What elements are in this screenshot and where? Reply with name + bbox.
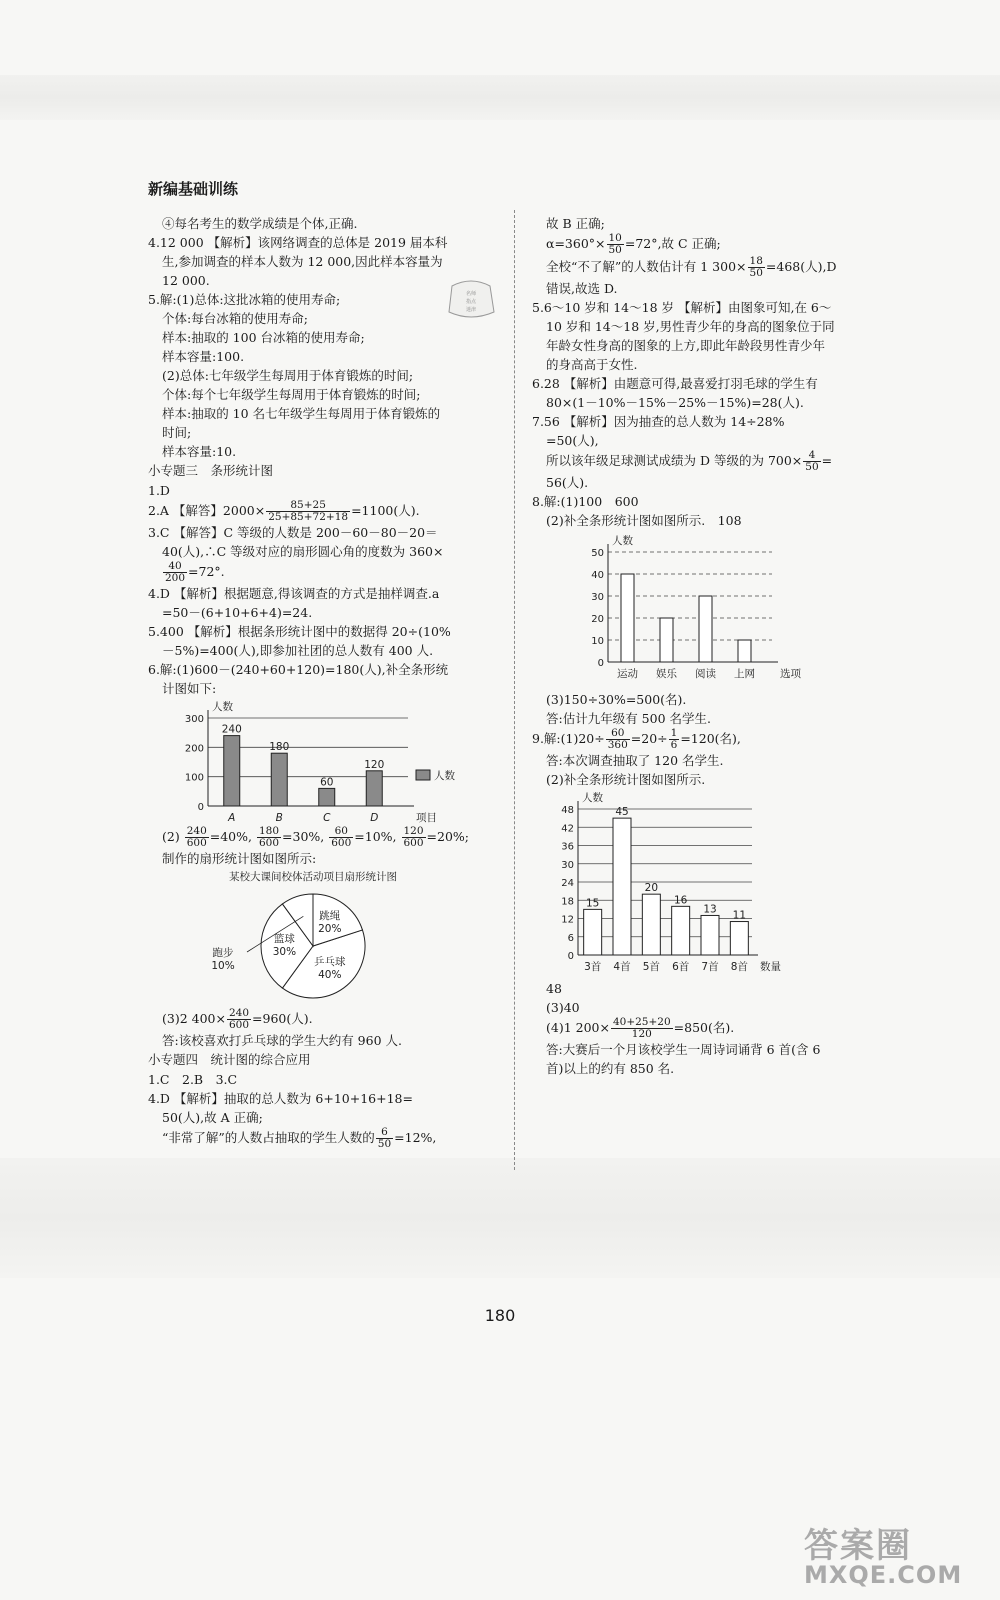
data-label: 240 (221, 723, 242, 736)
q8-r-line-2: (2)补全条形统计图如图所示. 108 (546, 513, 742, 528)
q5-line-3: 样本:抽取的 100 台冰箱的使用寿命; (162, 330, 365, 345)
q4-line-2: 生,参加调查的样本人数为 12 000,因此样本容量为 (162, 254, 443, 269)
bar (672, 906, 690, 955)
x-tick-label: D (370, 812, 379, 824)
x-tick-label: 5首 (642, 961, 660, 973)
r-line-3: 全校“不了解”的人数估计有 1 300× $\frac{18}{50}$ =468(人),D (546, 255, 837, 279)
q5-r-line-2: 10 岁和 14～18 岁,男性青少年的身高的图象位于同 (546, 319, 835, 334)
x-tick-label: B (275, 812, 283, 824)
bar (271, 753, 287, 806)
y-tick-label: 10 (591, 636, 604, 647)
r-line-4: 错误,故选 D. (546, 281, 618, 296)
data-label: 13 (703, 903, 717, 916)
bar-chart-options (532, 530, 802, 690)
q8-part-3: (3)150÷30%=500(名). (546, 692, 687, 707)
y-axis-label: 人数 (212, 701, 233, 713)
x-tick-label: 4首 (613, 961, 631, 973)
page-number: 180 (484, 1306, 516, 1325)
q9-final-1: 答:大赛后一个月该校学生一周诗词诵背 6 首(含 6 (546, 1042, 821, 1057)
legend-swatch (416, 770, 430, 780)
y-tick-label: 12 (561, 914, 574, 926)
svg-text:指点: 指点 (465, 299, 477, 305)
q5-line-7: 样本:抽取的 10 名七年级学生每周用于体育锻炼的 (162, 406, 441, 421)
s4-answer-4-line-3: “非常了解”的人数占抽取的学生人数的 $\frac{6}{50}$ =12%, (162, 1126, 437, 1150)
slice-percent: 20% (318, 922, 342, 935)
answer-line: ④每名考生的数学成绩是个体,正确. (162, 216, 358, 231)
y-tick-label: 36 (561, 841, 574, 853)
s4-answer-4-line-1: 4.D 【解析】抽取的总人数为 6+10+16+18= (148, 1091, 413, 1106)
q9-after-1: 48 (546, 981, 562, 996)
answer-6-line-1: 6.解:(1)600－(240+60+120)=180(人),补全条形统 (148, 662, 449, 677)
x-axis-label: 项目 (416, 812, 437, 824)
bar (701, 915, 719, 955)
bar (642, 894, 660, 955)
answer-5-line-2: －5%)=400(人),即参加社团的总人数有 400 人. (162, 643, 434, 658)
q9-line-1: 9.解:(1)20÷ $\frac{60}{360}$ =20÷ $\frac{1}{6}$ =120(名), (532, 727, 741, 751)
q9-after-2: (3)40 (546, 1000, 580, 1015)
svg-text:名师: 名师 (465, 291, 477, 297)
slice-label: 跳绳 (319, 909, 341, 922)
q5-line-2: 个体:每台冰箱的使用寿命; (162, 311, 308, 326)
slice-percent: 30% (272, 946, 297, 958)
x-tick-label: 8首 (730, 961, 748, 973)
data-label: 20 (644, 882, 659, 895)
y-tick-label: 20 (591, 614, 604, 625)
bar (224, 736, 240, 806)
section-title-3: 小专题三 条形统计图 (148, 463, 274, 478)
x-tick-label: 运动 (617, 668, 638, 680)
slice-label: 乒乓球 (314, 956, 346, 969)
q5-line-1: 5.解:(1)总体:这批冰箱的使用寿命; (148, 292, 341, 307)
answer-3-line-2: 40(人),∴C 等级对应的扇形圆心角的度数为 360× (162, 544, 444, 559)
bar-chart-activities (148, 698, 468, 826)
q9-part-2: (2)补全条形统计图如图所示. (546, 772, 706, 787)
q5-r-line-1: 5.6～10 岁和 14～18 岁 【解析】由图象可知,在 6～ (532, 300, 832, 315)
x-tick-label: 7首 (701, 961, 719, 973)
q9-part-4: (4)1 200× $\frac{40+25+20}{120}$ =850(名). (546, 1016, 735, 1040)
watermark-logo (804, 1518, 962, 1589)
answer-6-line-2: 计图如下: (162, 681, 217, 696)
answer-1: 1.D (148, 483, 170, 498)
y-tick-label: 0 (197, 802, 204, 813)
q7-r-line-1: 7.56 【解析】因为抽查的总人数为 14÷28% (532, 414, 785, 429)
q4-line-1: 4.12 000 【解析】该网络调查的总体是 2019 届本科 (148, 235, 448, 250)
slice-percent: 40% (318, 969, 342, 982)
pie-intro: 制作的扇形统计图如图所示: (162, 851, 317, 866)
data-label: 120 (364, 758, 385, 771)
s4-answer-4-line-2: 50(人),故 A 正确; (162, 1110, 263, 1125)
bar (621, 574, 634, 662)
svg-text:迷津: 迷津 (465, 307, 477, 313)
bar (366, 771, 382, 806)
s4-answers-1-3: 1.C 2.B 3.C (148, 1072, 238, 1087)
y-tick-label: 50 (591, 548, 604, 559)
scan-shadow-bottom (0, 1158, 1000, 1278)
slice-label: 篮球 (273, 933, 295, 945)
y-tick-label: 200 (184, 743, 204, 755)
answer-4-line-2: =50－(6+10+6+4)=24. (162, 605, 313, 620)
bar (699, 596, 712, 662)
q5-line-5: (2)总体:七年级学生每周用于体育锻炼的时间; (162, 368, 414, 383)
q5-line-6: 个体:每个七年级学生每周用于体育锻炼的时间; (162, 387, 421, 402)
right-column (532, 214, 837, 1078)
y-tick-label: 30 (591, 592, 604, 603)
left-column (148, 214, 504, 1150)
q6-r-line-2: 80×(1－10%－15%－25%－15%)=28(人). (546, 395, 804, 410)
x-tick-label: 阅读 (695, 668, 716, 680)
x-tick-label: 上网 (734, 668, 755, 680)
y-tick-label: 42 (561, 823, 574, 835)
y-tick-label: 0 (567, 951, 574, 962)
x-tick-label: 娱乐 (656, 668, 677, 680)
x-tick-label: C (323, 812, 331, 824)
slice-percent: 10% (211, 960, 235, 972)
bar (738, 640, 751, 662)
data-label: 45 (615, 806, 629, 819)
bar (660, 618, 673, 662)
watermark-line-1: 答案圈 (804, 1526, 912, 1566)
y-tick-label: 100 (184, 772, 204, 784)
q9-answer: 答:本次调查抽取了 120 名学生. (546, 753, 724, 768)
answer-6-part-2: (2) $\frac{240}{600}$ =40%, $\frac{180}{600}$ =30%, $\frac{60}{600}$ =10%, $\frac{120}{600}$ =20%; (162, 825, 470, 849)
bar (319, 788, 335, 806)
y-axis-label: 人数 (582, 792, 603, 804)
data-label: 60 (320, 776, 334, 789)
column-divider (514, 210, 515, 1170)
bar-chart-poems (532, 789, 802, 979)
x-tick-label: 3首 (584, 961, 602, 973)
legend-label: 人数 (434, 770, 455, 782)
q8-r-line-1: 8.解:(1)100 600 (532, 494, 639, 509)
y-tick-label: 30 (561, 859, 574, 871)
x-tick-label: 6首 (672, 961, 690, 973)
answer-3-line-1: 3.C 【解答】C 等级的人数是 200－60－80－20＝ (148, 525, 438, 540)
answer-4-line-1: 4.D 【解析】根据题意,得该调查的方式是抽样调查.a (148, 586, 440, 601)
bar (613, 818, 631, 955)
q4-line-3: 12 000. (162, 273, 210, 288)
answer-3-line-3: $\frac{40}{200}$ =72°. (165, 560, 225, 584)
y-tick-label: 0 (597, 658, 604, 669)
answer-6-conclusion: 答:该校喜欢打乒乓球的学生大约有 960 人. (162, 1033, 402, 1048)
pie-title: 某校大课间校体活动项目扇形统计图 (229, 871, 397, 883)
q5-line-9: 样本容量:10. (162, 444, 237, 459)
q5-line-8: 时间; (162, 425, 192, 440)
y-tick-label: 18 (561, 896, 574, 908)
answer-2: 2.A 【解答】2000× $\frac{85+25}{25+85+72+18}$ =1100(人). (148, 499, 420, 523)
watermark-line-2: MXQE.COM (804, 1561, 963, 1589)
data-label: 11 (732, 909, 747, 922)
slice-label: 跑步 (212, 947, 234, 959)
q8-conclusion: 答:估计九年级有 500 名学生. (546, 711, 711, 726)
q6-r-line-1: 6.28 【解析】由题意可得,最喜爱打羽毛球的学生有 (532, 376, 818, 391)
section-title-4: 小专题四 统计图的综合应用 (148, 1052, 311, 1067)
y-tick-label: 48 (561, 805, 574, 816)
q7-r-line-2: =50(人), (546, 433, 599, 448)
q7-r-line-3: 所以该年级足球测试成绩为 D 等级的为 700× $\frac{4}{50}$ = (546, 449, 833, 473)
y-axis-label: 人数 (612, 535, 633, 547)
r-line-2: α=360°× $\frac{10}{50}$ =72°,故 C 正确; (546, 232, 721, 256)
q7-r-line-4: 56(人). (546, 475, 589, 490)
data-label: 16 (673, 894, 688, 907)
y-tick-label: 6 (567, 932, 574, 944)
bar (584, 909, 602, 955)
x-axis-label: 数量 (760, 961, 781, 973)
data-label: 180 (269, 741, 290, 754)
page-header: 新编基础训练 (148, 180, 239, 198)
answer-6-part-3: (3)2 400× $\frac{240}{600}$ =960(人). (162, 1007, 313, 1031)
q5-r-line-4: 的身高高于女性. (546, 357, 638, 372)
answer-5-line-1: 5.400 【解析】根据条形统计图中的数据得 20÷(10% (148, 624, 451, 639)
x-tick-label: A (228, 812, 236, 824)
data-label: 15 (585, 897, 600, 910)
y-tick-label: 300 (184, 714, 204, 725)
q9-final-2: 首)以上的约有 850 名. (546, 1061, 675, 1076)
q5-r-line-3: 年龄女性身高的图象的上方,即此年龄段男性青少年 (546, 338, 825, 353)
pie-chart-activities (148, 868, 468, 1008)
r-line-1: 故 B 正确; (546, 216, 605, 231)
x-axis-label: 选项 (780, 668, 801, 680)
scan-shadow-top (0, 75, 1000, 120)
y-tick-label: 24 (561, 878, 574, 889)
bar (730, 922, 748, 955)
y-tick-label: 40 (591, 570, 604, 581)
q5-line-4: 样本容量:100. (162, 349, 245, 364)
